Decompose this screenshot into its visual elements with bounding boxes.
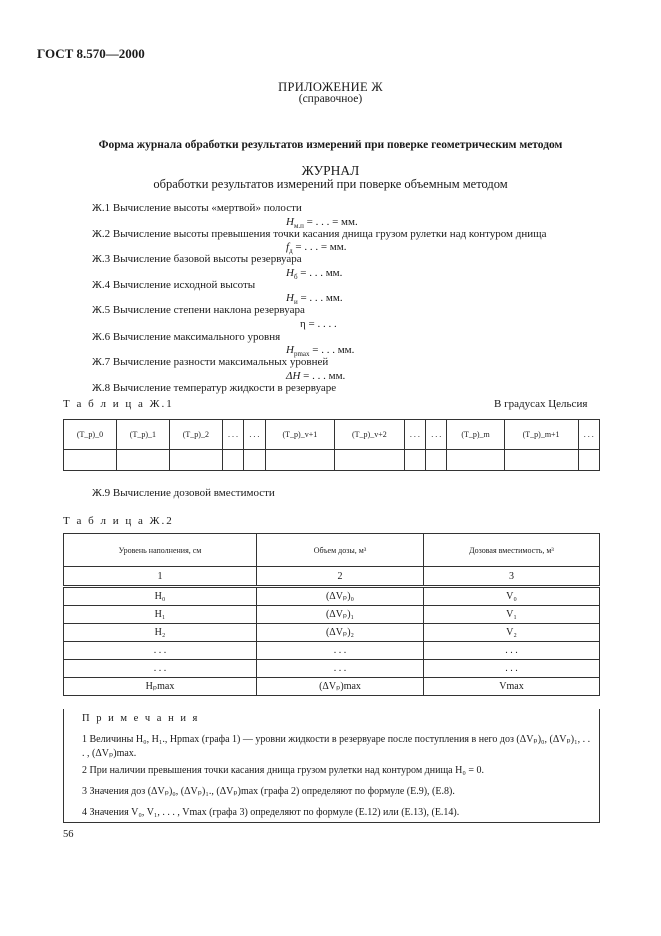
table-cell: . . . xyxy=(64,642,257,660)
table-header-cell: . . . xyxy=(222,420,243,450)
table-header-cell: . . . xyxy=(244,420,265,450)
table-header-cell: . . . xyxy=(578,420,600,450)
table-j2 xyxy=(63,533,600,696)
table-header-cell: (T_p)_m+1 xyxy=(504,420,578,450)
column-number: 2 xyxy=(257,567,424,587)
table-cell xyxy=(265,450,335,471)
appendix-title: ПРИЛОЖЕНИЕ Ж xyxy=(278,80,383,94)
table-cell: V₂ xyxy=(424,624,600,642)
item-j4: Ж.4 Вычисление исходной высоты xyxy=(92,279,256,291)
table-row xyxy=(64,606,600,624)
table-header-cell: Дозовая вместимость, м³ xyxy=(424,534,600,567)
table-cell: (ΔVₚ)max xyxy=(257,678,424,696)
table-cell xyxy=(116,450,169,471)
note-4: 4 Значения V₀, V₁, . . . , Vmax (графа 3) определяют по формуле (Е.12) или (Е.13), (Е.14). xyxy=(82,807,460,818)
table-cell: . . . xyxy=(64,660,257,678)
table-cell xyxy=(169,450,222,471)
table1-caption: Т а б л и ц а Ж.1 xyxy=(63,398,174,410)
table-header-cell: (T_p)_v+2 xyxy=(335,420,405,450)
formula-j7: ΔH = . . . мм. xyxy=(286,370,346,382)
table-row xyxy=(64,678,600,696)
table-cell: Vmax xyxy=(424,678,600,696)
table-header-cell: . . . xyxy=(404,420,425,450)
table-cell: . . . xyxy=(257,642,424,660)
table1-units: В градусах Цельсия xyxy=(494,398,588,410)
table-cell xyxy=(244,450,265,471)
formula-j3: $H_б$ = . . . мм. xyxy=(286,267,343,282)
table-cell: V₀ xyxy=(424,587,600,606)
appendix-subtitle: (справочное) xyxy=(298,93,363,105)
formula-j1: $H_{м.п}$ = . . . = мм. xyxy=(286,216,358,231)
table-cell xyxy=(426,450,447,471)
item-j9: Ж.9 Вычисление дозовой вместимости xyxy=(92,487,275,499)
column-number: 1 xyxy=(64,567,257,587)
table-row xyxy=(64,642,600,660)
item-j6: Ж.6 Вычисление максимального уровня xyxy=(92,331,281,343)
table-header-cell: (T_p)_1 xyxy=(116,420,169,450)
table-cell: (ΔVₚ)₁ xyxy=(257,606,424,624)
table-cell xyxy=(404,450,425,471)
table2-caption: Т а б л и ц а Ж.2 xyxy=(63,515,174,527)
note-2: 2 При наличии превышения точки касания днища грузом рулетки над контуром днища H₀ = 0. xyxy=(82,765,484,776)
table-header-cell: (T_p)_v+1 xyxy=(265,420,335,450)
table-row xyxy=(64,624,600,642)
table-row xyxy=(64,660,600,678)
page-number: 56 xyxy=(63,829,74,840)
table-cell: . . . xyxy=(424,642,600,660)
formula-j5: η = . . . . xyxy=(300,318,337,330)
note-3: 3 Значения доз (ΔVₚ)₀, (ΔVₚ)₁., (ΔVₚ)max (графа 2) определяют по формуле (Е.9), (Е.8). xyxy=(82,786,455,797)
table-cell xyxy=(447,450,504,471)
table-cell xyxy=(335,450,405,471)
item-j5: Ж.5 Вычисление степени наклона резервуара xyxy=(92,304,305,316)
table-cell xyxy=(64,450,117,471)
table-header-cell: (T_p)_0 xyxy=(64,420,117,450)
item-j2: Ж.2 Вычисление высоты превышения точки касания днища грузом рулетки над контуром днища xyxy=(92,228,547,240)
formula-j6: $H_{pmax}$ = . . . мм. xyxy=(286,344,355,359)
journal-subtitle: обработки результатов измерений при поверке объемным методом xyxy=(153,177,508,191)
item-j3: Ж.3 Вычисление базовой высоты резервуара xyxy=(92,253,302,265)
table-header-cell: . . . xyxy=(426,420,447,450)
notes-title: П р и м е ч а н и я xyxy=(82,713,200,724)
item-j1: Ж.1 Вычисление высоты «мертвой» полости xyxy=(92,202,302,214)
formula-j4: $H_и$ = . . . мм. xyxy=(286,292,343,307)
table-j1 xyxy=(63,419,600,471)
table-cell: Hₚmax xyxy=(64,678,257,696)
table-cell: H₀ xyxy=(64,587,257,606)
formula-j2: $f_д$ = . . . = мм. xyxy=(286,241,347,256)
column-number: 3 xyxy=(424,567,600,587)
item-j8: Ж.8 Вычисление температур жидкости в резервуаре xyxy=(92,382,337,394)
table-cell xyxy=(578,450,600,471)
form-title: Форма журнала обработки результатов измерений при поверке геометрическим методом xyxy=(98,139,563,151)
standard-code: ГОСТ 8.570—2000 xyxy=(37,46,145,61)
table-cell: . . . xyxy=(257,660,424,678)
table-header-cell: Объем дозы, м³ xyxy=(257,534,424,567)
table-cell xyxy=(222,450,243,471)
table-cell: H₂ xyxy=(64,624,257,642)
table-cell: V₁ xyxy=(424,606,600,624)
journal-title: ЖУРНАЛ xyxy=(301,163,360,178)
table-cell: H₁ xyxy=(64,606,257,624)
table-cell: (ΔVₚ)₂ xyxy=(257,624,424,642)
table-cell: . . . xyxy=(424,660,600,678)
item-j7: Ж.7 Вычисление разности максимальных уровней xyxy=(92,356,329,368)
table-cell: (ΔVₚ)₀ xyxy=(257,587,424,606)
table-row xyxy=(64,587,600,606)
table-header-cell: (T_p)_2 xyxy=(169,420,222,450)
table-cell xyxy=(504,450,578,471)
note-1: 1 Величины H₀, H₁., Hpmax (графа 1) — уровни жидкости в резервуаре после поступления в него доз (ΔVₚ)₀, (ΔVₚ)₁, . . . , (ΔVₚ)max. xyxy=(82,734,591,759)
table-header-cell: (T_p)_m xyxy=(447,420,504,450)
table-header-cell: Уровень наполнения, см xyxy=(64,534,257,567)
